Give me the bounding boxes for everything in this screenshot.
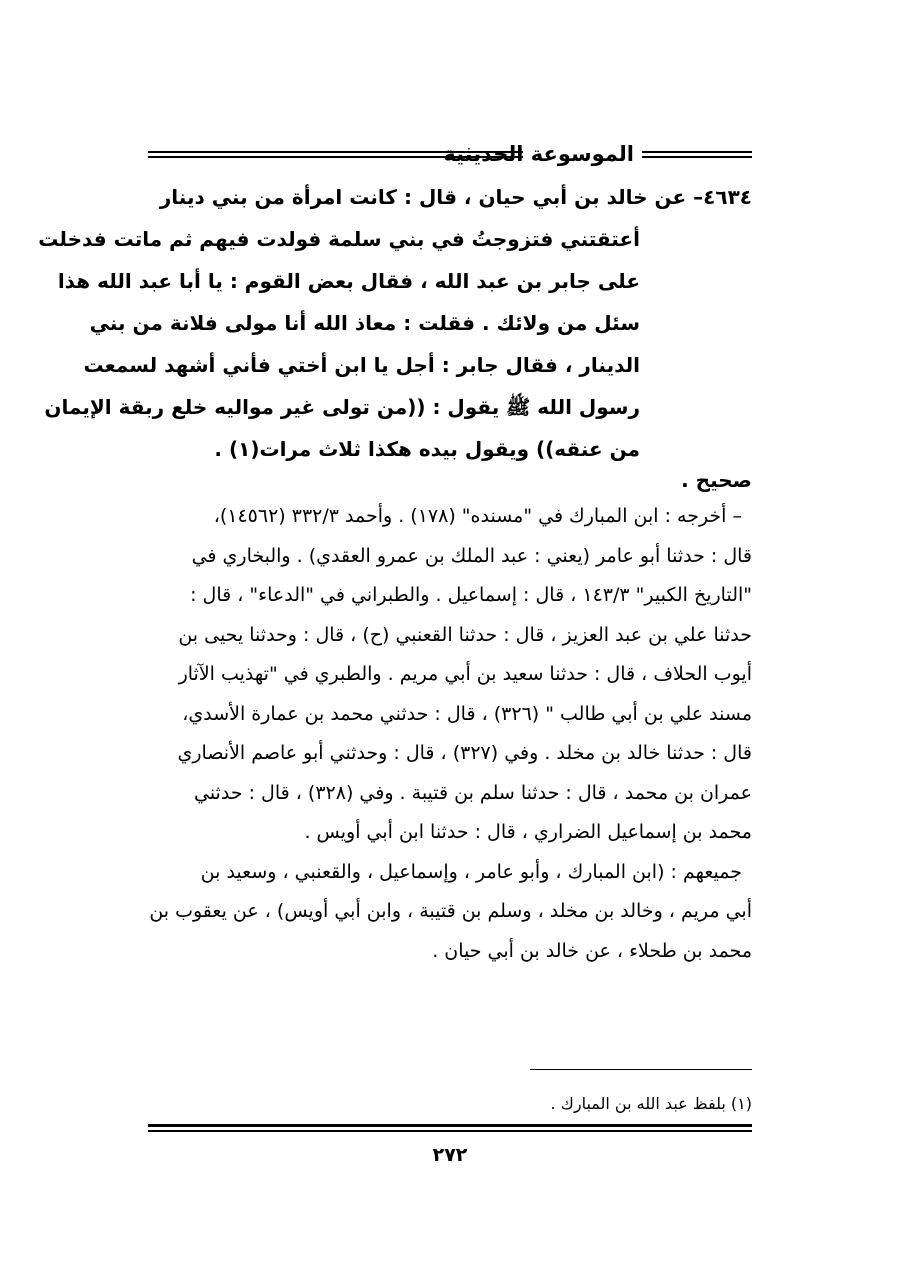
takhrij-line: مسند علي بن أبي طالب " (٣٢٦) ، قال : حدثني محمد بن عمارة الأسدي، — [182, 702, 752, 725]
hadith-line: من عنقه)) ويقول بيده هكذا ثلاث مرات(١) . — [214, 437, 640, 461]
hadith-line: الدينار ، فقال جابر : أجل يا ابن أختي فأني أشهد لسمعت — [83, 353, 640, 377]
footnote: (١) بلفظ عبد الله بن المبارك . — [550, 1094, 752, 1113]
takhrij-line: "التاريخ الكبير" ١٤٣/٣ ، قال : إسماعيل . والطبراني في "الدعاء" ، قال : — [190, 584, 752, 606]
takhrij-line: جميعهم : (ابن المبارك ، وأبو عامر ، وإسماعيل ، والقعنبي ، وسعيد بن — [200, 860, 742, 883]
takhrij-line: – أخرجه : ابن المبارك في "مسنده" (١٧٨) . وأحمد ٣٣٢/٣ (١٤٥٦٢)، — [213, 505, 742, 527]
takhrij-line: حدثنا علي بن عبد العزيز ، قال : حدثنا القعنبي (ح) ، قال : وحدثنا يحيى بن — [178, 623, 752, 646]
header-rule-right — [642, 151, 752, 158]
hadith-line: على جابر بن عبد الله ، فقال بعض القوم : يا أبا عبد الله هذا — [57, 269, 640, 293]
header-rule-left — [148, 151, 523, 158]
takhrij-line: أيوب الحلاف ، قال : حدثنا سعيد بن أبي مريم . والطبري في "تهذيب الآثار — [178, 663, 752, 685]
takhrij-line: أبي مريم ، وخالد بن مخلد ، وسلم بن قتيبة ، وابن أبي أويس) ، عن يعقوب بن — [149, 900, 752, 922]
takhrij-line: عمران بن محمد ، قال : حدثنا سلم بن قتيبة . وفي (٣٢٨) ، قال : حدثني — [193, 781, 752, 804]
header-title: الموسوعة الحديثية — [443, 142, 634, 166]
hadith-line: سئل من ولائك . فقلت : معاذ الله أنا مولى فلانة من بني — [89, 311, 640, 335]
page-number: ٢٧٢ — [432, 1144, 468, 1166]
hadith-line: أعتقتني فتزوجتُ في بني سلمة فولدت فيهم ثم ماتت فدخلت — [38, 227, 640, 251]
takhrij-line: قال : حدثنا أبو عامر (يعني : عبد الملك بن عمرو العقدي) . والبخاري في — [191, 544, 752, 567]
hadith-grade: صحيح . — [681, 468, 752, 492]
hadith-line: ٤٦٣٤– عن خالد بن أبي حيان ، قال : كانت امرأة من بني دينار — [159, 185, 752, 209]
takhrij-line: محمد بن إسماعيل الضراري ، قال : حدثنا ابن أبي أويس . — [304, 821, 752, 843]
takhrij-line: محمد بن طحلاء ، عن خالد بن أبي حيان . — [432, 939, 752, 962]
takhrij-line: قال : حدثنا خالد بن مخلد . وفي (٣٢٧) ، قال : وحدثني أبو عاصم الأنصاري — [177, 742, 752, 764]
hadith-text — [38, 176, 752, 470]
footnote-separator — [530, 1069, 752, 1070]
hadith-line: رسول الله ﷺ يقول : ((من تولى غير مواليه خلع ربقة الإيمان — [44, 395, 640, 419]
takhrij-text — [148, 497, 752, 971]
running-header — [148, 136, 752, 176]
footer-rule — [148, 1124, 752, 1132]
